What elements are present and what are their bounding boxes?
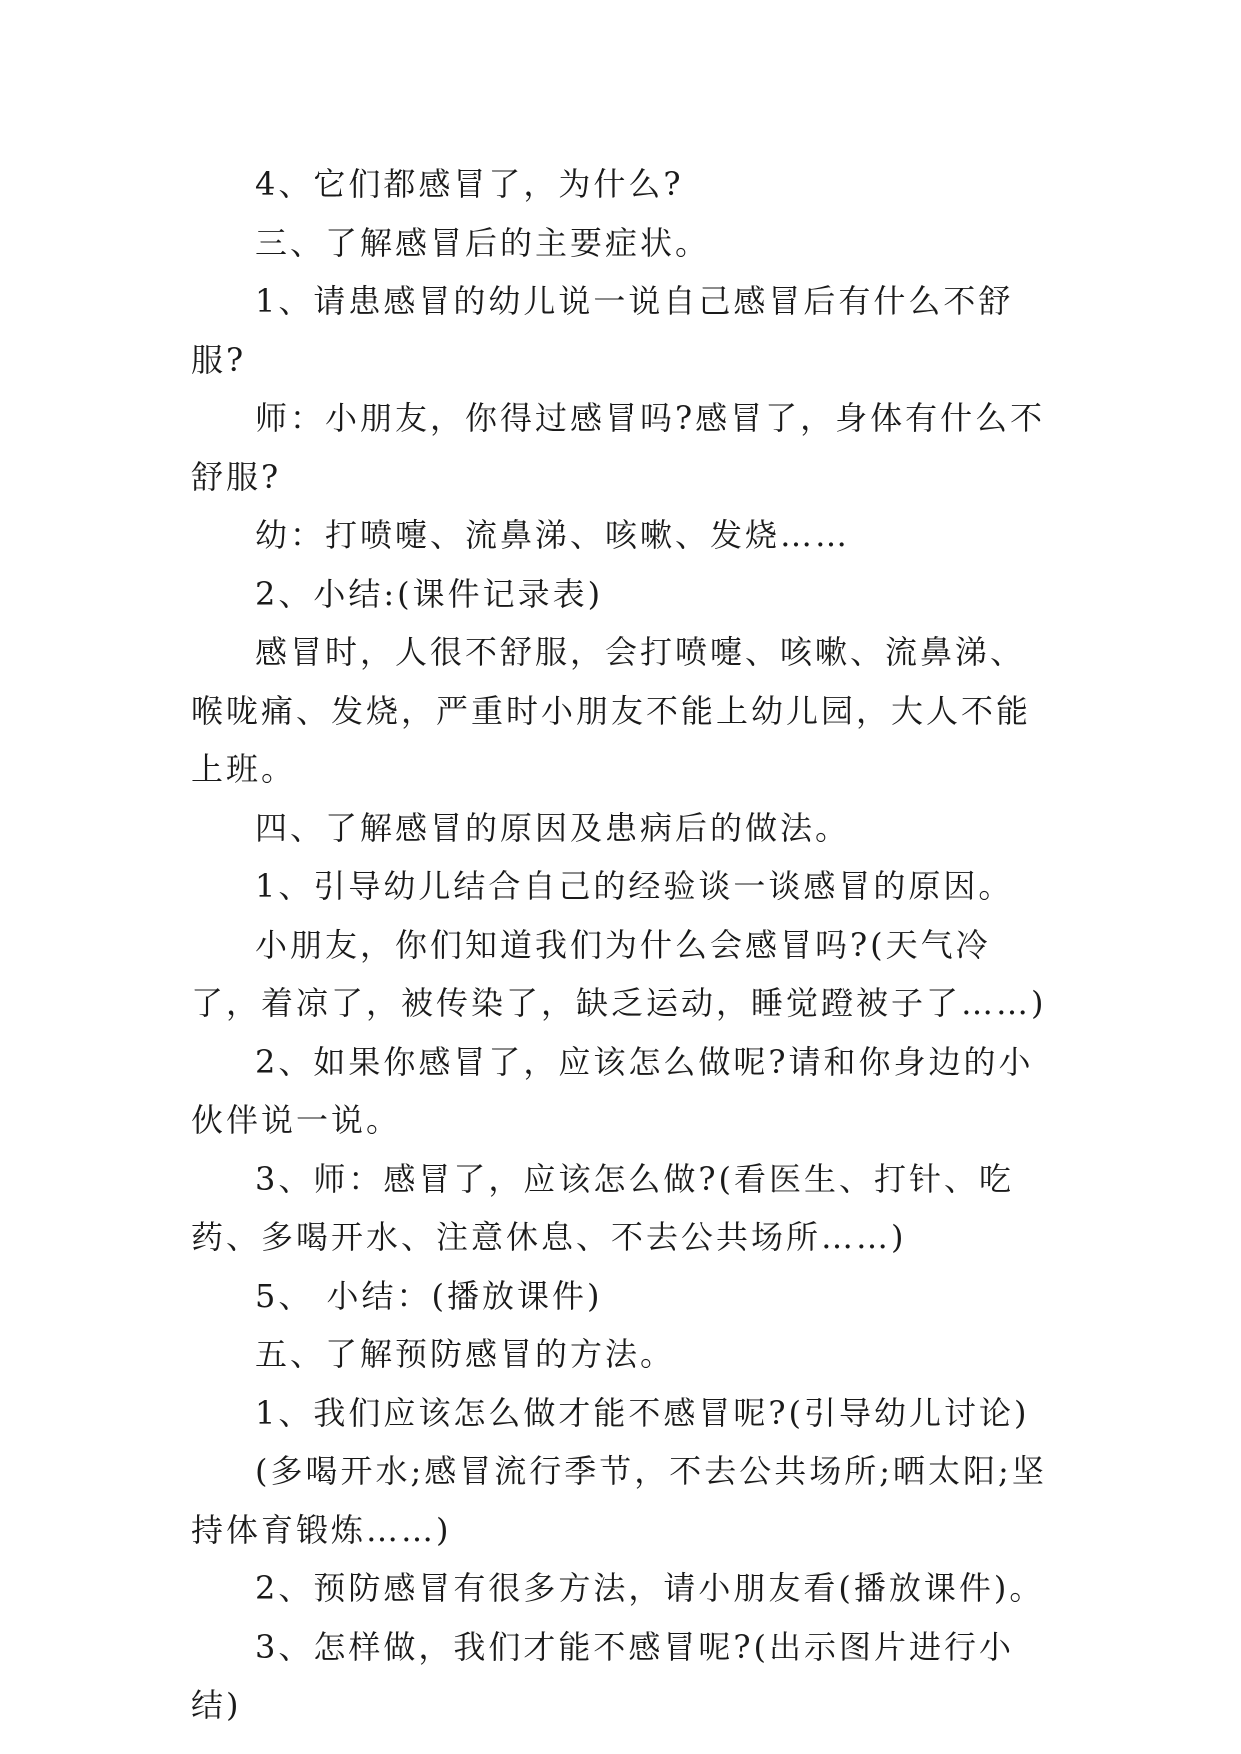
paragraph-cold-symptoms: 感冒时，人很不舒服，会打喷嚏、咳嗽、流鼻涕、喉咙痛、发烧，严重时小朋友不能上幼儿园，大人不能上班。 — [191, 633, 1032, 788]
paragraph-child-answer: 幼：打喷嚏、流鼻涕、咳嗽、发烧…… — [255, 516, 851, 554]
section-heading-causes: 四、了解感冒的原因及患病后的做法。 — [255, 808, 851, 847]
paragraph-how-prevent: 1、我们应该怎么做才能不感冒呢?(引导幼儿讨论) — [255, 1393, 1030, 1432]
paragraph-guide-causes: 1、引导幼儿结合自己的经验谈一谈感冒的原因。 — [255, 867, 1014, 905]
paragraph-teacher-question: 师：小朋友，你得过感冒吗?感冒了，身体有什么不舒服? — [191, 399, 1046, 496]
paragraph-prevention-list: (多喝开水;感冒流行季节，不去公共场所;晒太阳;坚持体育锻炼……) — [191, 1452, 1047, 1549]
document-body — [191, 155, 1051, 1735]
paragraph-why-cold: 小朋友，你们知道我们为什么会感冒吗?(天气冷了，着凉了，被传染了，缺乏运动，睡觉蹬被子了……) — [191, 925, 1047, 1022]
paragraph-summary-courseware: 5、 小结：(播放课件) — [255, 1276, 603, 1315]
paragraph-show-pictures: 3、怎样做，我们才能不感冒呢?(出示图片进行小结) — [191, 1627, 1015, 1724]
section-heading-prevention: 五、了解预防感冒的方法。 — [255, 1335, 676, 1373]
paragraph-teacher-actions: 3、师：感冒了，应该怎么做?(看医生、打针、吃药、多喝开水、注意休息、不去公共场所……) — [191, 1159, 1015, 1256]
paragraph-prevention-methods: 2、预防感冒有很多方法，请小朋友看(播放课件)。 — [255, 1569, 1045, 1607]
paragraph-what-to-do: 2、如果你感冒了，应该怎么做呢?请和你身边的小伙伴说一说。 — [191, 1042, 1034, 1139]
paragraph-item-4: 4、它们都感冒了，为什么? — [255, 165, 684, 203]
paragraph-ask-children: 1、请患感冒的幼儿说一说自己感冒后有什么不舒服? — [191, 282, 1014, 379]
section-heading-symptoms: 三、了解感冒后的主要症状。 — [255, 223, 711, 262]
paragraph-summary-record: 2、小结:(课件记录表) — [255, 574, 604, 613]
